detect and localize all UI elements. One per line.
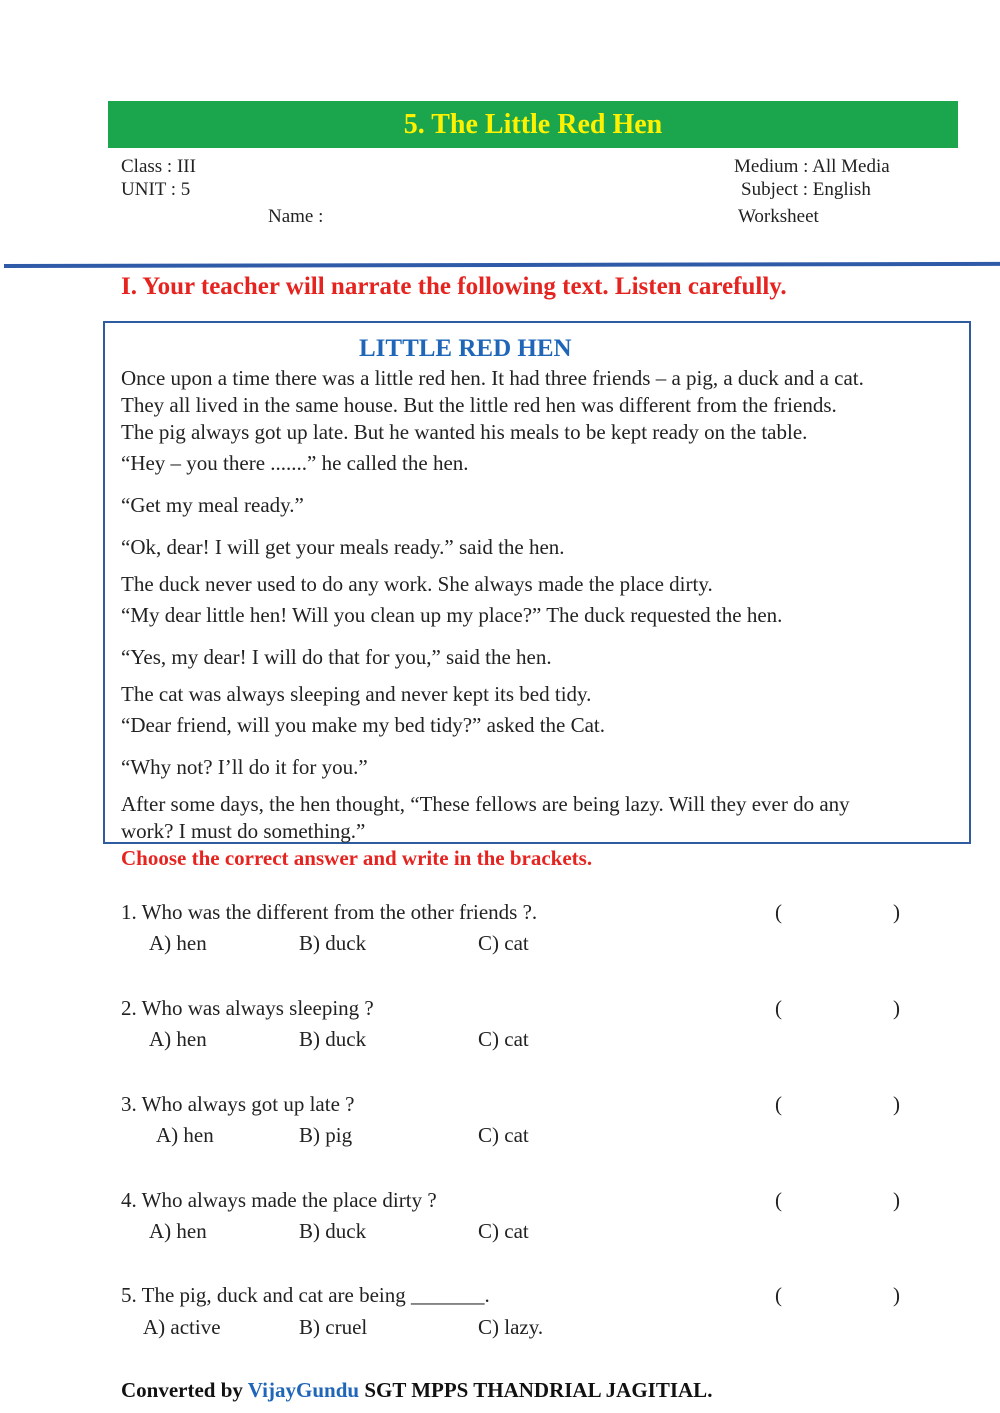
worksheet-title: 5. The Little Red Hen	[403, 108, 663, 140]
worksheet-label: Worksheet	[738, 206, 819, 227]
mcq-instruction: Choose the correct answer and write in the brackets.	[121, 846, 593, 870]
question-text: 4. Who always made the place dirty ?	[121, 1188, 437, 1212]
story-line: “Get my meal ready.”	[121, 493, 304, 517]
option-c: C) cat	[478, 1219, 529, 1243]
option-a: A) active	[143, 1315, 221, 1339]
question-text: 5. The pig, duck and cat are being _______.	[121, 1283, 490, 1307]
answer-bracket-open[interactable]: (	[775, 900, 782, 924]
story-line: The cat was always sleeping and never kept its bed tidy.	[121, 682, 592, 706]
option-b: B) pig	[299, 1123, 353, 1147]
name-label: Name :	[268, 206, 324, 227]
option-c: C) lazy.	[478, 1315, 544, 1339]
answer-bracket-close: )	[893, 1092, 900, 1116]
question-text: 1. Who was the different from the other friends ?.	[121, 900, 538, 924]
story-line: Once upon a time there was a little red hen. It had three friends – a pig, a duck and a cat.	[121, 366, 864, 390]
answer-bracket-open[interactable]: (	[775, 1188, 782, 1212]
story-line: “Dear friend, will you make my bed tidy?” asked the Cat.	[121, 713, 606, 737]
option-c: C) cat	[478, 931, 529, 955]
unit-label: UNIT : 5	[121, 179, 191, 200]
story-line: “Ok, dear! I will get your meals ready.” said the hen.	[121, 535, 565, 559]
story-line: “Why not? I’ll do it for you.”	[121, 755, 368, 779]
question-text: 2. Who was always sleeping ?	[121, 996, 374, 1020]
header-divider	[4, 262, 1000, 268]
listening-instruction: I. Your teacher will narrate the following text. Listen carefully.	[121, 273, 787, 300]
story-line: They all lived in the same house. But the little red hen was different from the friends.	[121, 393, 837, 417]
story-line: “My dear little hen! Will you clean up my place?” The duck requested the hen.	[121, 603, 783, 627]
option-a: A) hen	[149, 1027, 207, 1051]
story-line: “Yes, my dear! I will do that for you,” said the hen.	[121, 645, 552, 669]
answer-bracket-close: )	[893, 900, 900, 924]
story-line: The duck never used to do any work. She always made the place dirty.	[121, 572, 713, 596]
question-text: 3. Who always got up late ?	[121, 1092, 355, 1116]
footer-author: VijayGundu	[247, 1378, 360, 1402]
story-title: LITTLE RED HEN	[359, 335, 572, 362]
option-b: B) duck	[299, 931, 367, 955]
option-b: B) duck	[299, 1219, 367, 1243]
medium-label: Medium : All Media	[734, 156, 890, 177]
footer-suffix: SGT MPPS THANDRIAL JAGITIAL.	[364, 1378, 713, 1402]
option-a: A) hen	[149, 931, 207, 955]
footer-prefix: Converted by	[121, 1378, 243, 1402]
subject-label: Subject : English	[741, 179, 871, 200]
worksheet-title-bar	[108, 101, 958, 148]
story-line: The pig always got up late. But he wanted his meals to be kept ready on the table.	[121, 420, 808, 444]
option-a: A) hen	[156, 1123, 214, 1147]
option-b: B) duck	[299, 1027, 367, 1051]
answer-bracket-open[interactable]: (	[775, 1092, 782, 1116]
answer-bracket-close: )	[893, 996, 900, 1020]
answer-bracket-close: )	[893, 1188, 900, 1212]
option-a: A) hen	[149, 1219, 207, 1243]
answer-bracket-open[interactable]: (	[775, 1283, 782, 1307]
story-line: work? I must do something.”	[121, 819, 366, 843]
option-c: C) cat	[478, 1123, 529, 1147]
story-line: “Hey – you there .......” he called the hen.	[121, 451, 469, 475]
option-c: C) cat	[478, 1027, 529, 1051]
answer-bracket-open[interactable]: (	[775, 996, 782, 1020]
footer-credit	[121, 1378, 712, 1403]
option-b: B) cruel	[299, 1315, 368, 1339]
answer-bracket-close: )	[893, 1283, 900, 1307]
class-label: Class : III	[121, 156, 196, 177]
story-line: After some days, the hen thought, “These fellows are being lazy. Will they ever do any	[121, 792, 850, 816]
